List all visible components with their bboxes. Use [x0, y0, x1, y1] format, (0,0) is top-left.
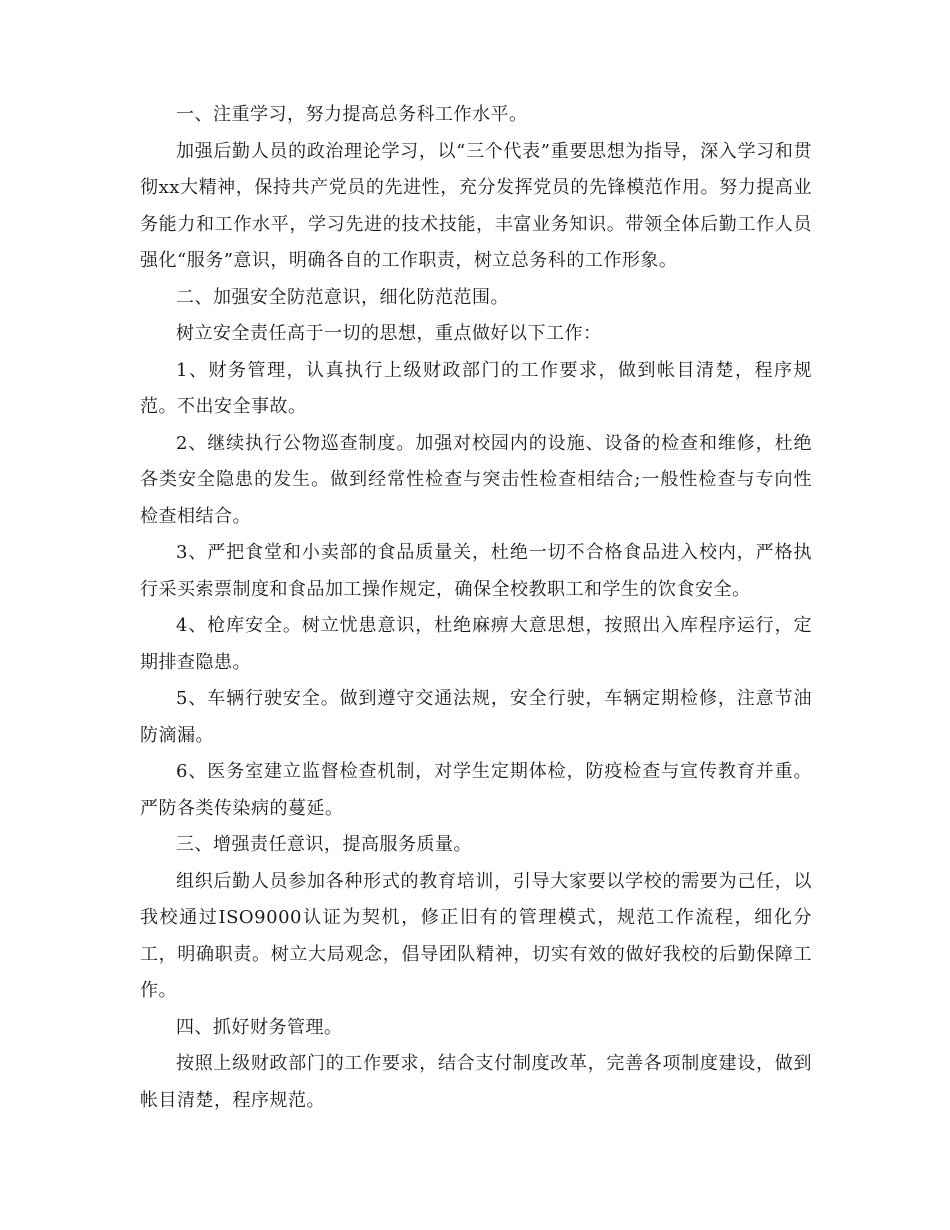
paragraph: 组织后勤人员参加各种形式的教育培训，引导大家要以学校的需要为己任，以我校通过ISO9000认证为契机，修正旧有的管理模式，规范工作流程，细化分工，明确职责。树立大局观念，倡导团队精神，切实有效的做好我校的后勤保障工作。: [140, 870, 812, 1001]
list-item: 1、财务管理，认真执行上级财政部门的工作要求，做到帐目清楚，程序规范。不出安全事故。: [140, 359, 812, 417]
list-item: 5、车辆行驶安全。做到遵守交通法规，安全行驶，车辆定期检修，注意节油防滴漏。: [140, 688, 812, 746]
list-item: 6、医务室建立监督检查机制，对学生定期体检，防疫检查与宣传教育并重。严防各类传染病的蔓延。: [140, 761, 812, 819]
list-item: 2、继续执行公物巡查制度。加强对校园内的设施、设备的检查和维修，杜绝各类安全隐患的发生。做到经常性检查与突击性检查相结合;一般性检查与专向性检查相结合。: [140, 432, 812, 527]
document-body: [140, 97, 812, 1119]
section-heading-4: 四、抓好财务管理。: [176, 1016, 343, 1038]
section-heading-2: 二、加强安全防范意识，细化防范范围。: [176, 286, 509, 308]
list-item: 3、严把食堂和小卖部的食品质量关，杜绝一切不合格食品进入校内，严格执行采买索票制度和食品加工操作规定，确保全校教职工和学生的饮食安全。: [140, 542, 812, 600]
section-heading-3: 三、增强责任意识，提高服务质量。: [176, 834, 472, 855]
paragraph: 树立安全责任高于一切的思想，重点做好以下工作：: [176, 323, 602, 344]
paragraph: 加强后勤人员的政治理论学习，以“三个代表”重要思想为指导，深入学习和贯彻xx大精神，保持共产党员的先进性，充分发挥党员的先锋模范作用。努力提高业务能力和工作水平，学习先进的技术技能，丰富业务知识。带领全体后勤工作人员强化“服务”意识，明确各自的工作职责，树立总务科的工作形象。: [140, 140, 812, 271]
section-heading-1: 一、注重学习，努力提高总务科工作水平。: [176, 104, 528, 125]
list-item: 4、枪库安全。树立忧患意识，杜绝麻痹大意思想，按照出入库程序运行，定期排查隐患。: [140, 615, 812, 673]
paragraph: 按照上级财政部门的工作要求，结合支付制度改革，完善各项制度建设，做到帐目清楚，程序规范。: [140, 1053, 812, 1111]
